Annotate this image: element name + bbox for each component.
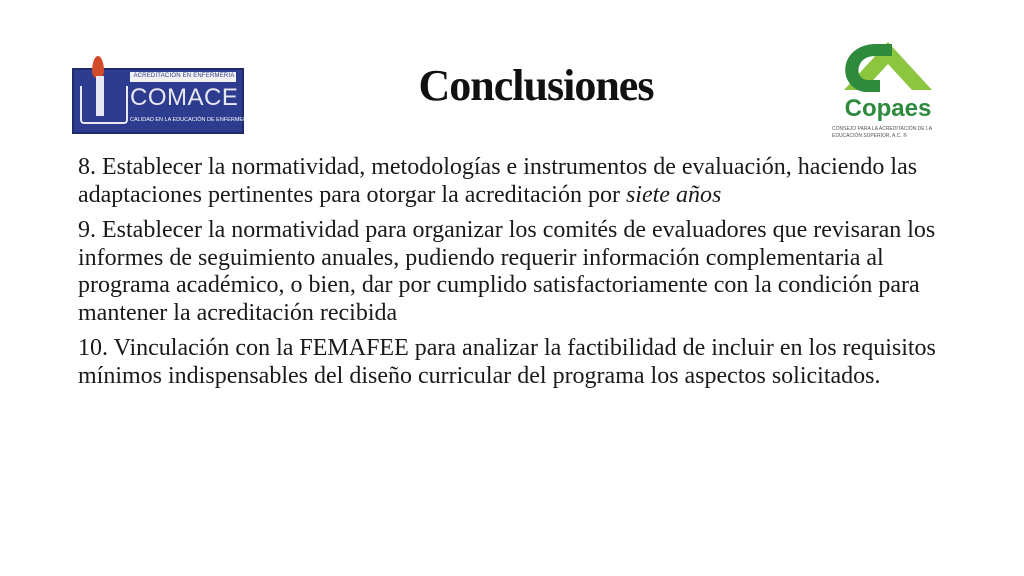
conclusion-item-9-text: 9. Establecer la normatividad para organizar los comités de evaluadores que revisaran los informes de seguimiento anuales, pudiendo requerir información complementaria al programa académico, o bien, dar por cumplido satisfactoriamente con la condición para mantener la acreditación recibida (78, 217, 936, 326)
comace-logo-bottom-text: CALIDAD EN LA EDUCACIÓN DE ENFERMERÍA (130, 117, 253, 123)
copaes-logo-tagline: CONSEJO PARA LA ACREDITACIÓN DE LA EDUCACIÓN SUPERIOR, A.C. ® (832, 126, 932, 139)
conclusion-item-8-emphasis: siete años (625, 181, 722, 208)
comace-logo-name: COMACE (130, 84, 239, 111)
conclusion-item-8-text: 8. Establecer la normatividad, metodologías e instrumentos de evaluación, haciendo las adaptaciones pertinentes para otorgar la acreditación por (78, 154, 918, 208)
comace-logo-top-text: ACREDITACIÓN EN ENFERMERÍA (133, 73, 235, 79)
copaes-logo (826, 38, 950, 138)
conclusion-item-10-text: 10. Vinculación con la FEMAFEE para analizar la factibilidad de incluir en los requisitos mínimos indispensables del diseño curricular del programa los aspectos solicitados. (78, 335, 936, 389)
conclusion-item-10 (78, 335, 958, 390)
copaes-logo-name: Copaes (844, 95, 932, 122)
conclusion-item-9 (78, 217, 958, 327)
slide-title: Conclusiones (418, 61, 654, 110)
conclusion-item-8 (78, 154, 958, 209)
book-icon (80, 86, 128, 124)
comace-logo (72, 56, 253, 134)
slide-content (78, 154, 958, 398)
flame-icon (92, 56, 104, 78)
copaes-emblem-icon (836, 38, 940, 96)
